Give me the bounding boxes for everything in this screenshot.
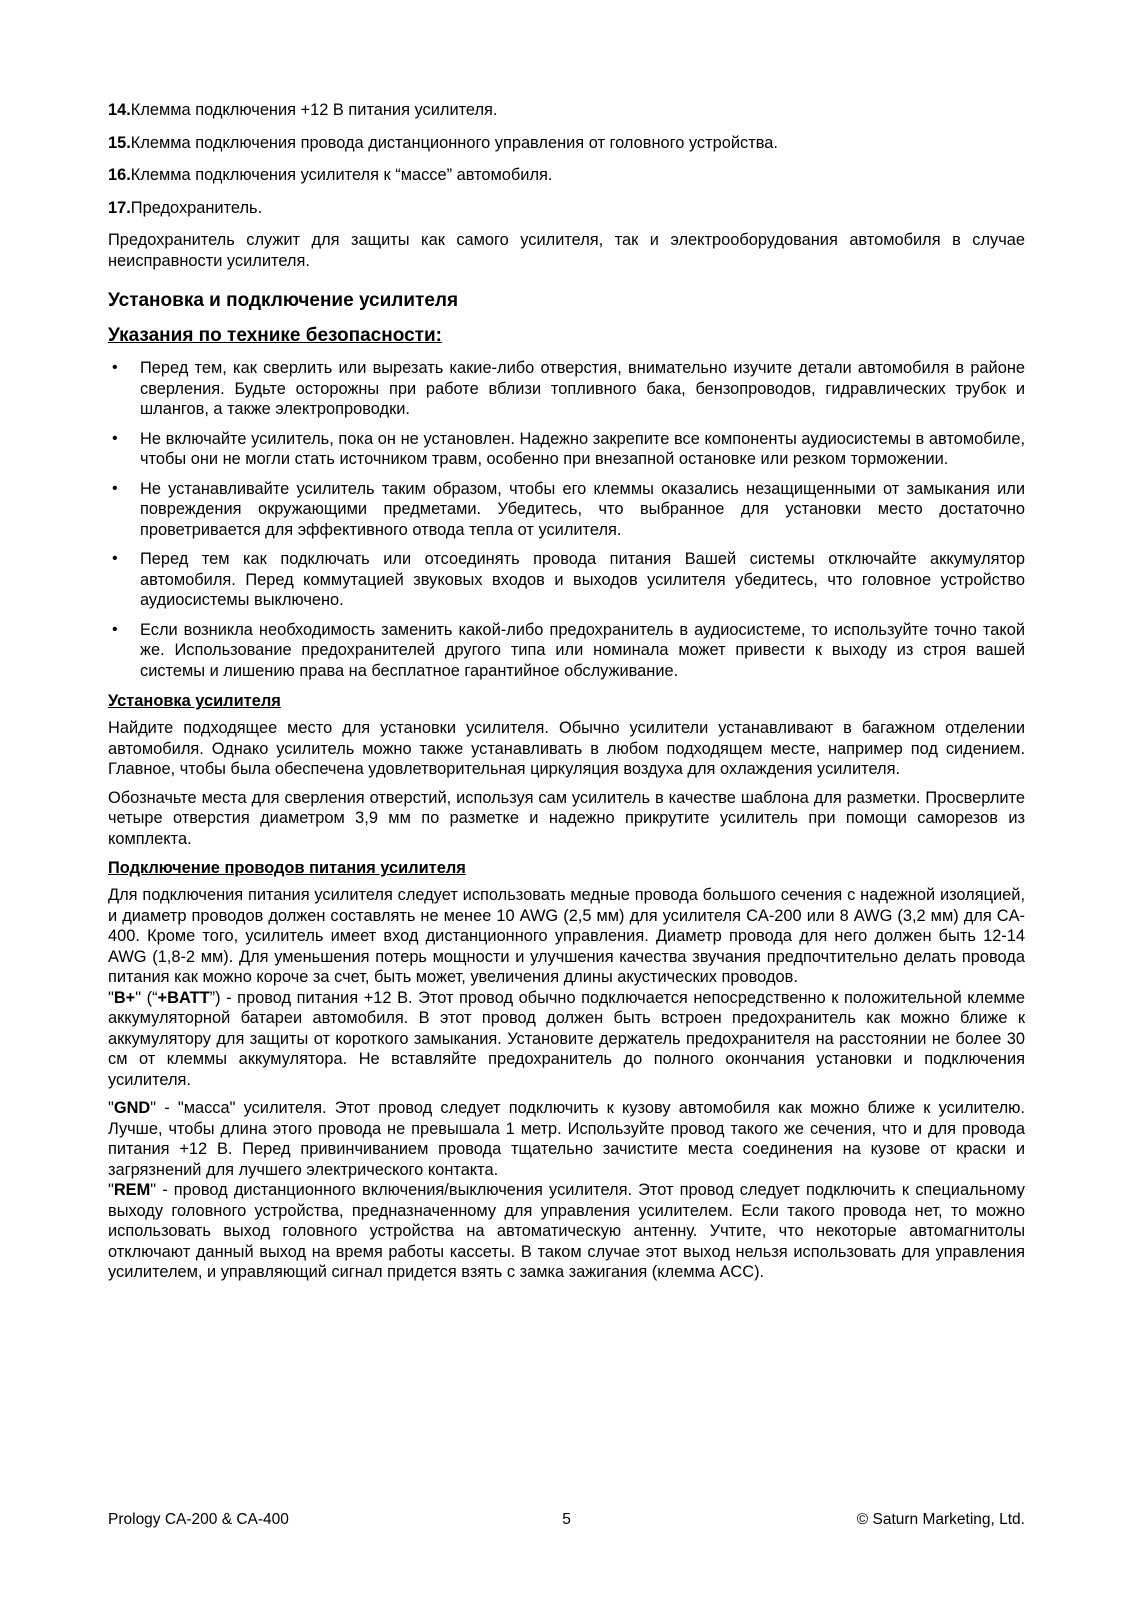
- bullet-icon: •: [112, 620, 118, 638]
- page-number: 5: [562, 1511, 571, 1528]
- power-title: Подключение проводов питания усилителя: [108, 859, 466, 877]
- footer-product: Prology CA-200 & CA-400: [108, 1511, 289, 1528]
- install-paragraph: Обозначьте места для сверления отверстий, используя сам усилитель в качестве шаблона для разметки. Просверлите четыре отверстия диаметром 3,9 мм по разметке и надежно прикрутите усилитель при помощи саморезов из комплекта.: [108, 788, 1025, 848]
- safety-list: [108, 358, 1025, 681]
- install-paragraph: Найдите подходящее место для установки усилителя. Обычно усилители устанавливают в багажном отделении автомобиля. Однако усилитель можно также устанавливать в любом подходящем месте, например под сидением. Главное, чтобы была обеспечена удовлетворительная циркуляция воздуха для охлаждения усилителя.: [108, 719, 1025, 778]
- footer-copyright: © Saturn Marketing, Ltd.: [856, 1511, 1025, 1528]
- batt-paragraph: "B+" (“+BATT”) - провод питания +12 В. Этот провод обычно подключается непосредственно к положительной клемме аккумуляторной батареи автомобиля. В этот провод должен быть встроен предохранитель как можно ближе к аккумулятору для защиты от короткого замыкания. Установите держатель предохранителя на расстоянии не более 30 см от клеммы аккумулятора. Не вставляйте предохранитель до полного окончания установки и подключения усилителя.: [108, 988, 1025, 1089]
- numbered-item-16: 16.Клемма подключения усилителя к “массе” автомобиля.: [108, 166, 553, 184]
- document-page: [108, 100, 1025, 1291]
- list-item: • Не устанавливайте усилитель таким образом, чтобы его клеммы оказались незащищенными от замыкания или повреждения окружающими предметами. Убедитесь, что выбранное для установки место достаточно проветривается для эффективного отвода тепла от усилителя.: [112, 479, 1025, 539]
- section-title: Установка и подключение усилителя: [108, 290, 459, 311]
- bullet-icon: •: [112, 429, 118, 447]
- list-item: • Если возникла необходимость заменить какой-либо предохранитель в аудиосистеме, то используйте точно такой же. Использование предохранителей другого типа или номинала может привести к выходу из строя вашей системы и лишению права на бесплатное гарантийное обслуживание.: [112, 620, 1025, 680]
- gnd-paragraph: "GND" - "масса" усилителя. Этот провод следует подключить к кузову автомобиля как можно ближе к усилителю. Лучше, чтобы длина этого провода не превышала 1 метр. Используйте провод такого же сечения, что и для провода питания +12 В. Перед привинчиванием провода тщательно зачистите места соединения на кузове от краски и загрязнений для лучшего электрического контакта.: [108, 1099, 1025, 1179]
- numbered-item-17: 17.Предохранитель.: [108, 198, 263, 217]
- list-item: • Не включайте усилитель, пока он не установлен. Надежно закрепите все компоненты аудиосистемы в автомобиле, чтобы они не могли стать источником травм, особенно при внезапной остановке или резком торможении.: [112, 429, 1025, 468]
- bullet-icon: •: [112, 550, 118, 567]
- bullet-icon: •: [112, 479, 118, 497]
- numbered-item-14: 14.Клемма подключения +12 В питания усилителя.: [108, 101, 498, 119]
- power-intro: Для подключения питания усилителя следует использовать медные провода большого сечения с надежной изоляцией, и диаметр проводов должен составлять не менее 10 AWG (2,5 мм) для усилителя CA-200 или 8 AWG (3,2 мм) для CA-400. Кроме того, усилитель имеет вход дистанционного управления. Диаметр провода для него должен быть 12-14 AWG (1,8-2 мм). Для уменьшения потерь мощности и улучшения качества звучания предпочтительно делать провода питания как можно короче за счет, быть может, увеличения длины акустических проводов.: [108, 886, 1025, 986]
- numbered-item-15: 15.Клемма подключения провода дистанционного управления от головного устройства.: [108, 133, 778, 152]
- safety-title: Указания по технике безопасности:: [108, 325, 442, 346]
- bullet-icon: •: [112, 359, 118, 376]
- list-item: • Перед тем как подключать или отсоединять провода питания Вашей системы отключайте аккумулятор автомобиля. Перед коммутацией звуковых входов и выходов усилителя убедитесь, что головное устройство аудиосистемы выключено.: [112, 550, 1025, 609]
- install-title: Установка усилителя: [108, 692, 281, 710]
- list-item: • Перед тем, как сверлить или вырезать какие-либо отверстия, внимательно изучите детали автомобиля в районе сверления. Будьте осторожны при работе вблизи топливного бака, бензопроводов, гидравлических трубок и шлангов, а также электропроводки.: [112, 359, 1025, 418]
- fuse-note: Предохранитель служит для защиты как самого усилителя, так и электрооборудования автомобиля в случае неисправности усилителя.: [108, 231, 1025, 270]
- rem-paragraph: "REM" - провод дистанционного включения/выключения усилителя. Этот провод следует подключить к специальному выходу головного устройства, предназначенному для управления усилителем. Если такого провода нет, то можно использовать выход головного устройства на автоматическую антенну. Учтите, что некоторые автомагнитолы отключают данный выход на время работы кассеты. В таком случае этот выход нельзя использовать для управления усилителем, и управляющий сигнал придется взять с замка зажигания (клемма ACC).: [108, 1181, 1025, 1281]
